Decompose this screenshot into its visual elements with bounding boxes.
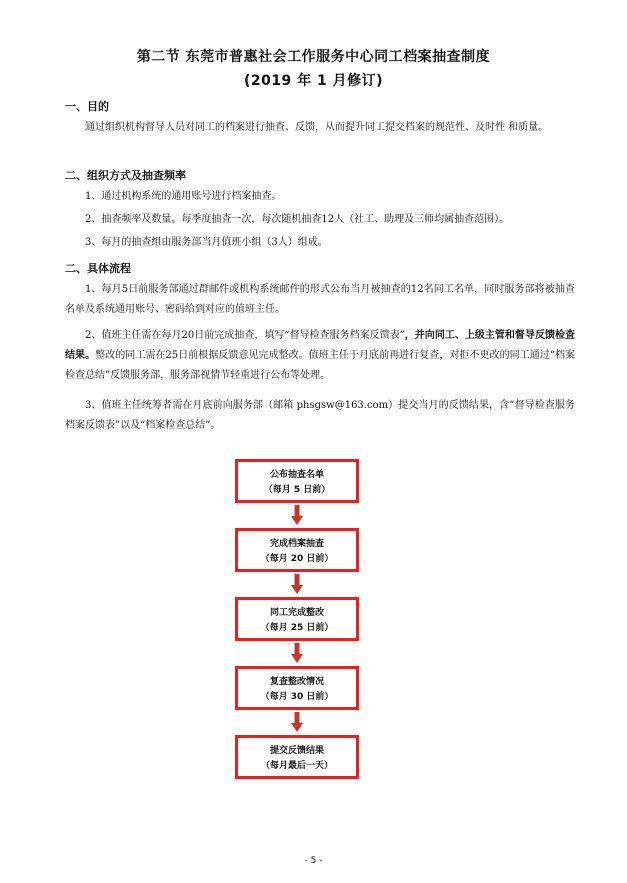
process-item-2-rest: 整改的同工需在25日前根据反馈意见完成整改。值班主任于月底前再进行复查，对拒不更改的同工通过“档案检查总结”反馈服务部，服务部视情节轻重进行公布等处理。 — [65, 350, 576, 381]
flow-step-label: 提交反馈结果 — [269, 746, 324, 756]
flow-step-5 — [235, 735, 359, 779]
process-item-3: 3、值班主任统筹者需在月底前向服务部（邮箱 phsgsw@163.com）提交当月的反馈结果，含“督导检查服务档案反馈表”以及“档案检查总结”。 — [65, 400, 575, 431]
flow-step-1 — [235, 459, 359, 503]
page-number: - 5 - — [304, 856, 323, 866]
section-heading-purpose: 一、目的 — [65, 100, 109, 113]
flow-step-note: （每月 5 日前） — [263, 485, 331, 495]
down-arrow-icon — [291, 712, 303, 732]
flow-step-label: 复查整改情况 — [269, 677, 324, 687]
flow-step-note: （每月最后一天） — [260, 761, 333, 771]
section-heading-process: 二、具体流程 — [65, 262, 131, 275]
down-arrow-icon — [291, 505, 303, 525]
method-item-2: 2、抽查频率及数量。每季度抽查一次，每次随机抽查12人（社工、助理及三师均属抽查范围）。 — [85, 214, 510, 225]
process-item-2 — [65, 326, 575, 386]
flow-step-label: 公布抽查名单 — [269, 470, 324, 480]
flow-step-3 — [235, 597, 359, 641]
down-arrow-icon — [291, 643, 303, 663]
flow-step-label: 同工完成整改 — [269, 608, 324, 618]
section-heading-method: 二、组织方式及抽查频率 — [65, 169, 186, 182]
flow-step-label: 完成档案抽查 — [269, 539, 324, 549]
flow-step-4 — [235, 666, 359, 710]
flow-step-2 — [235, 528, 359, 572]
process-item-2-intro: 2、值班主任需在每月20日前完成抽查，填写“督导检查服务档案反馈表” — [85, 330, 405, 341]
section-purpose-text: 通过组织机构督导人员对同工的档案进行抽查、反馈，从而提升同工提交档案的规范性、及时性 和质量。 — [85, 122, 549, 133]
page-title: 第二节 东莞市普惠社会工作服务中心同工档案抽查制度 — [136, 49, 491, 65]
flow-step-note: （每月 30 日前） — [260, 692, 334, 702]
process-item-2-bold: ，并向同工、上级主管和督导反馈检查结果。 — [65, 330, 576, 361]
method-item-3: 3、每月的抽查组由服务部当月值班小组（3人）组成。 — [85, 237, 328, 248]
method-item-1: 1、通过机构系统的通用账号进行档案抽查。 — [85, 191, 282, 202]
process-item-1: 1、每月5日前服务部通过群邮件或机构系统邮件的形式公布当月被抽查的12名同工名单，同时服务部将被抽查名单及系统通用账号、密码给到对应的值班主任。 — [65, 284, 575, 315]
flow-step-note: （每月 25 日前） — [260, 623, 334, 633]
flow-step-note: （每月 20 日前） — [260, 554, 334, 564]
down-arrow-icon — [291, 574, 303, 594]
page-subtitle: (2019 年 1 月修订) — [243, 73, 384, 89]
